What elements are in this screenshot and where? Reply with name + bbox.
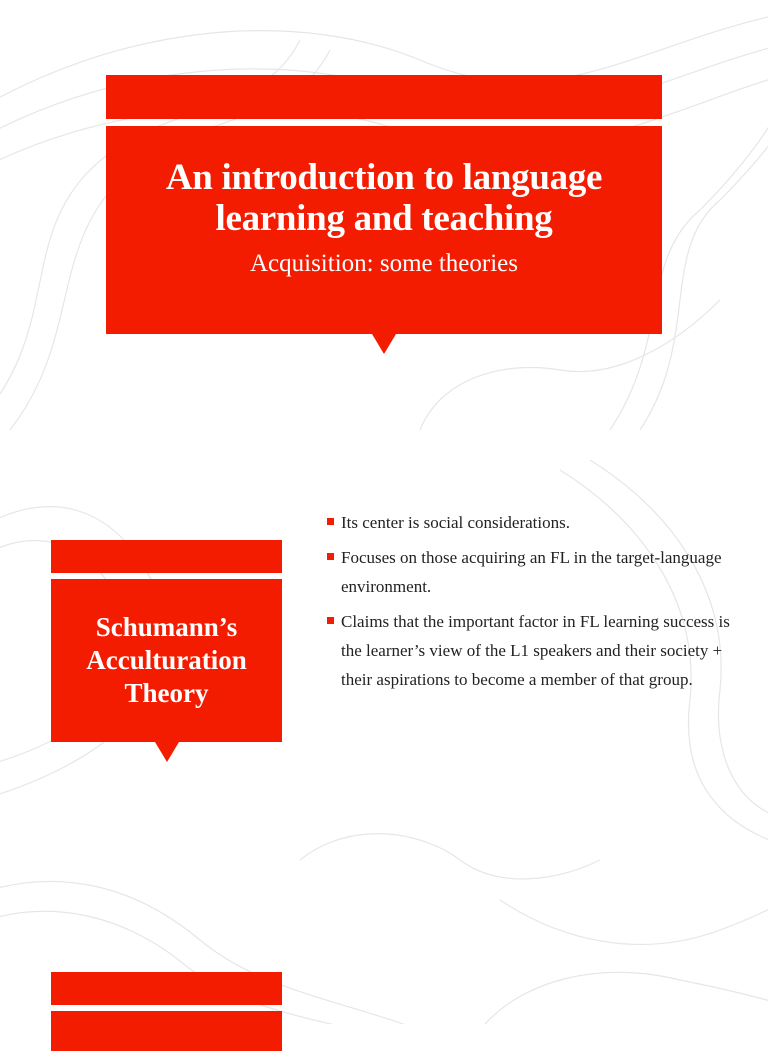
title-slide bbox=[0, 0, 768, 432]
bullet-item bbox=[327, 508, 747, 537]
heading-box-pointer bbox=[155, 742, 179, 762]
title-top-band bbox=[106, 75, 662, 119]
next-heading-top-band bbox=[51, 972, 282, 1005]
bullet-square-icon bbox=[327, 617, 334, 624]
presentation-title: An introduction to language learning and teaching bbox=[165, 157, 603, 239]
bullet-square-icon bbox=[327, 518, 334, 525]
bullet-text: Focuses on those acquiring an FL in the target-language environment. bbox=[341, 548, 722, 596]
content-slide bbox=[0, 432, 768, 864]
bullet-text: Claims that the important factor in FL learning success is the learner’s view of the L1 speakers and their society + their aspirations to become a member of that group. bbox=[341, 612, 730, 689]
next-heading-box bbox=[51, 1011, 282, 1051]
title-box-pointer bbox=[372, 334, 396, 354]
presentation-subtitle: Acquisition: some theories bbox=[249, 250, 519, 277]
bullet-square-icon bbox=[327, 553, 334, 560]
next-slide-partial bbox=[0, 864, 768, 1024]
heading-top-band bbox=[51, 540, 282, 573]
heading-box bbox=[51, 579, 282, 742]
bullet-item bbox=[327, 543, 747, 601]
bullet-text: Its center is social considerations. bbox=[341, 513, 570, 532]
bullet-list bbox=[327, 508, 747, 700]
slide-heading: Schumann’s Acculturation Theory bbox=[86, 612, 247, 708]
title-box bbox=[106, 126, 662, 334]
bullet-item bbox=[327, 607, 747, 694]
